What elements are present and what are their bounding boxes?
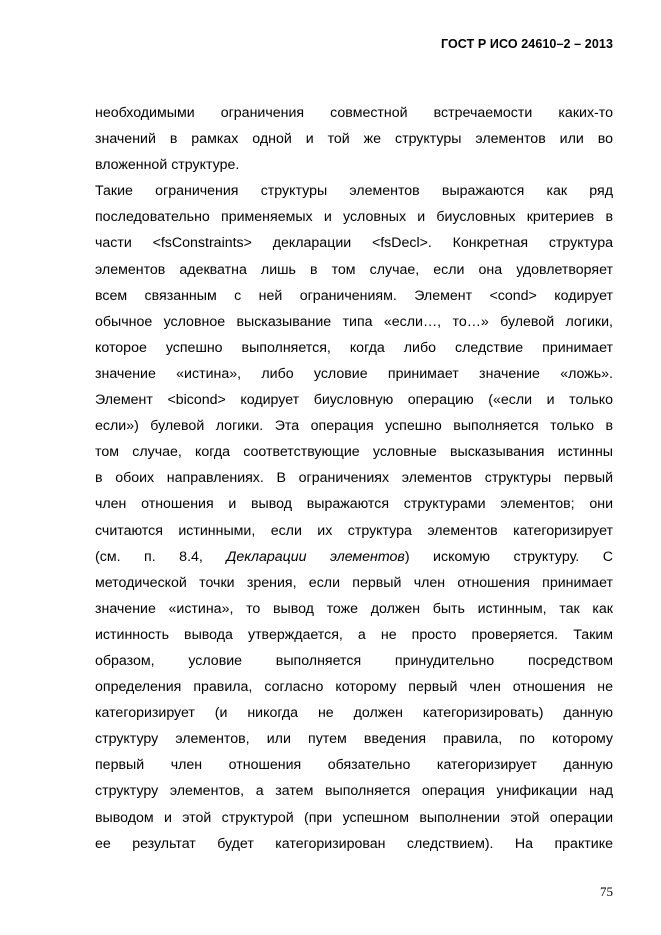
- text-line: последовательно применяемых и условных и биусловных критериев в: [95, 209, 613, 226]
- text-line: первый член отношения обязательно категоризирует данную: [95, 757, 613, 774]
- text-line: структуру элементов, или путем введения правила, по которому: [95, 731, 613, 748]
- text-line: член отношения и вывод выражаются структурами элементов; они: [95, 496, 613, 513]
- text-line: вложенной структуре.: [95, 157, 240, 174]
- text-line: всем связанным с ней ограничениям. Элемент <cond> кодирует: [95, 287, 613, 304]
- text-line: значение «истина», то вывод тоже должен быть истинным, так как: [95, 600, 613, 617]
- standard-header: ГОСТ Р ИСО 24610–2 – 2013: [440, 37, 613, 51]
- text-line: обычное условное высказывание типа «если…, то…» булевой логики,: [95, 313, 613, 330]
- text-line: значение «истина», либо условие принимает значение «ложь».: [95, 365, 613, 382]
- text-line: структуру элементов, а затем выполняется операция унификации над: [95, 783, 613, 800]
- paragraph: [95, 100, 613, 178]
- ref-before: (см. п. 8.4,: [95, 548, 203, 565]
- text-line: категоризирует (и никогда не должен категоризировать) данную: [95, 705, 613, 722]
- text-line: истинность вывода утверждается, а не просто проверяется. Таким: [95, 626, 613, 643]
- text-line: том случае, когда соответствующие условные высказывания истинны: [95, 444, 613, 461]
- text-line: если») булевой логики. Эта операция успешно выполняется только в: [95, 418, 613, 435]
- text-line: элементов адекватна лишь в том случае, если она удовлетворяет: [95, 261, 613, 278]
- text-line: Элемент <bicond> кодирует биусловную операцию («если и только: [95, 392, 613, 409]
- reference-line: [95, 544, 613, 570]
- text-line: которое успешно выполняется, когда либо следствие принимает: [95, 339, 613, 356]
- text-line: Такие ограничения структуры элементов выражаются как ряд: [95, 183, 613, 200]
- text-line: необходимыми ограничения совместной встречаемости каких-то: [95, 105, 613, 121]
- text-line: значений в рамках одной и той же структуры элементов или во: [95, 131, 613, 148]
- text-line: в обоих направлениях. В ограничениях элементов структуры первый: [95, 470, 613, 487]
- text-line: определения правила, согласно которому первый член отношения не: [95, 679, 613, 696]
- page-number: 75: [600, 884, 613, 899]
- text-line: образом, условие выполняется принудительно посредством: [95, 652, 613, 669]
- text-line: выводом и этой структурой (при успешном выполнении этой операции: [95, 809, 613, 826]
- paragraph: [95, 178, 613, 856]
- text-line: части <fsConstraints> декларации <fsDecl>. Конкретная структура: [95, 235, 613, 252]
- text-line: считаются истинными, если их структура элементов категоризирует: [95, 522, 613, 539]
- section-reference-link: Декларации элементов: [226, 548, 405, 565]
- body-text: [95, 100, 613, 857]
- text-line: ее результат будет категоризирован следствием). На практике: [95, 835, 613, 852]
- text-line: методической точки зрения, если первый член отношения принимает: [95, 574, 613, 591]
- ref-after: ) искомую структуру. С: [404, 548, 613, 565]
